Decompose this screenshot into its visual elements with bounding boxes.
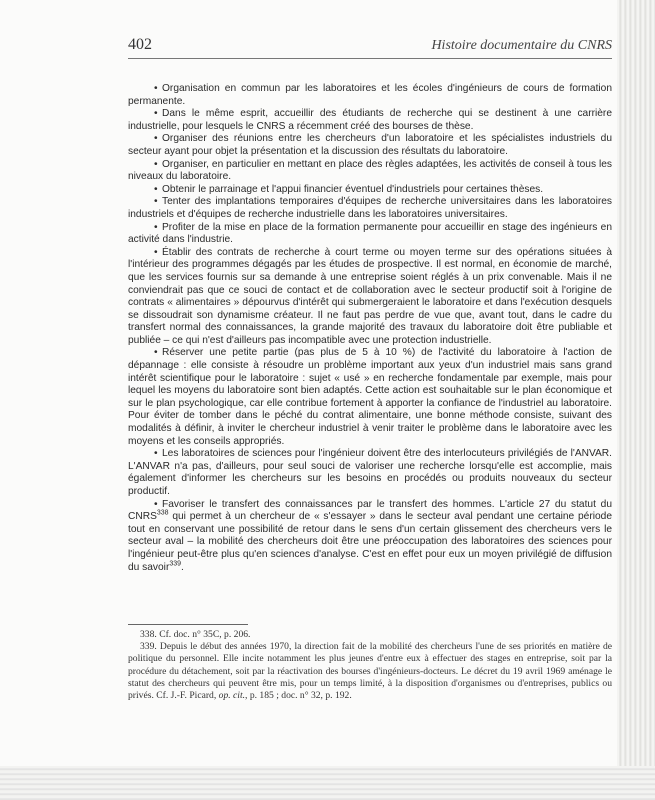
paragraph: • Profiter de la mise en place de la formation permanente pour accueillir en stage des ingénieurs en activité dans l'industrie. (128, 221, 612, 246)
running-title: Histoire documentaire du CNRS (431, 38, 612, 53)
footnote-ref[interactable]: 339 (169, 560, 182, 568)
bullet-icon: • (154, 498, 158, 510)
bullet-icon: • (154, 448, 158, 460)
footnote-divider (128, 624, 248, 625)
paragraph: • Obtenir le parrainage et l'appui financier éventuel d'industriels pour certaines thèses. (154, 183, 544, 195)
paragraph: • Réserver une petite partie (pas plus de 5 à 10 %) de l'activité du laboratoire à l'action de dépannage : elle consiste à résoudre un problème important aux yeux d'un industriel mais sans grand intérêt scientifique pour le laboratoire : sujet « usé » en recherche fondamentale par exemple, mais pour lequel les moyens du laboratoire sont bien adaptés. Cette action est souhaitable sur le plan économique et sur le plan psychologique, car elle contribue fortement à apporter la confiance de l'industriel au laboratoire. Pour éviter de tomber dans le péché du contrat alimentaire, une bonne méthode consiste, suivant des modalités à définir, à inviter le chercheur industriel à venir traiter le problème dans le laboratoire avec les moyens et les conseils appropriés. (128, 347, 612, 447)
paragraph: • Organiser, en particulier en mettant en place des règles adaptées, les activités de conseil à tous les niveaux du laboratoire. (128, 158, 612, 183)
body-text (128, 83, 612, 574)
footnotes (128, 629, 612, 702)
bullet-icon: • (154, 246, 158, 258)
page-edge-right (617, 0, 655, 800)
bullet-icon: • (154, 183, 158, 195)
page-number: 402 (128, 36, 152, 53)
bullet-icon: • (154, 108, 158, 120)
paragraph: • Favoriser le transfert des connaissances par le transfert des hommes. L'article 27 du statut du CNRS$^{338}$ qui permet à un chercheur de « s'essayer » dans le secteur aval pendant une certaine période tout en conservant une possibilité de retour dans le sens d'un certain glissement des chercheurs vers le secteur aval – la mobilité des chercheurs doit être une préoccupation des laboratoires des sciences pour l'ingénieur peut-être plus qu'en sciences d'analyse. C'est en effet pour eux un moyen privilégié de diffusion du savoir$^{339}$. (128, 498, 612, 573)
paragraph: • Organiser des réunions entre les chercheurs d'un laboratoire et les spécialistes industriels du secteur ayant pour objet la présentation et la discussion des résultats du laboratoire. (128, 133, 612, 157)
bullet-icon: • (154, 158, 158, 170)
footnote-338: 338. Cf. doc. n° 35C, p. 206. (140, 629, 251, 640)
page-header (128, 32, 612, 59)
bullet-icon: • (154, 347, 158, 359)
paragraph: • Établir des contrats de recherche à court terme ou moyen terme sur des opérations situées à l'intérieur des programmes dégagés par les études de prospective. Il est normal, en économie de marché, que les services fournis sur sa demande à une entreprise soient réglés à un prix convenable. Mais il ne conviendrait pas que ce souci de contact et de collaboration avec le secteur productif soit à l'origine de contrats « alimentaires » dépourvus d'intérêt qui submergeraient le laboratoire et dans l'exécution desquels se dissoudrait son dynamisme créateur. Il ne faut pas perdre de vue que, avant tout, dans le cadre du transfert normal des connaissances, la grande majorité des travaux du laboratoire doit être publiable et publiée – ce qui n'est d'ailleurs pas incompatible avec une protection industrielle. (128, 246, 612, 346)
paragraph: • Dans le même esprit, accueillir des étudiants de recherche qui se destinent à une carrière industrielle, pour lesquels le CNRS a récemment créé des bourses de thèse. (128, 108, 612, 132)
bullet-icon: • (154, 196, 158, 208)
bullet-icon: • (154, 83, 158, 94)
bullet-icon: • (154, 221, 158, 233)
paragraph: • Organisation en commun par les laboratoires et les écoles d'ingénieurs de cours de formation permanente. (128, 83, 612, 107)
paragraph: • Tenter des implantations temporaires d'équipes de recherche universitaires dans les laboratoires industriels et d'équipes de recherche industrielle dans les laboratoires universitaires. (128, 196, 612, 220)
paragraph: • Les laboratoires de sciences pour l'ingénieur doivent être des interlocuteurs privilégiés de l'ANVAR. L'ANVAR n'a pas, d'ailleurs, pour seul souci de valoriser une recherche lorsqu'elle est accomplie, mais également d'informer les chercheurs sur les besoins en procédés ou produits nouveaux du secteur productif. (128, 448, 612, 497)
footnote-339: 339. Depuis le début des années 1970, la direction fait de la mobilité des chercheurs l'une de ses priorités en matière de politique du personnel. Elle incite notamment les plus jeunes d'entre eux à effectuer des stages en entreprise, soit par la procédure du détachement, soit par la réactivation des bourses d'ingénieurs-docteurs. Le décret du 19 avril 1969 aménage le statut des chercheurs qui peuvent être mis, pour un temps limité, à la disposition d'organismes ou d'entreprises, publics ou privés. Cf. J.-F. Picard, op. cit., p. 185 ; doc. n° 32, p. 192. (128, 641, 612, 702)
bullet-icon: • (154, 133, 158, 145)
page-edge-bottom (0, 766, 655, 800)
footnote-ref[interactable]: 338 (156, 509, 169, 517)
